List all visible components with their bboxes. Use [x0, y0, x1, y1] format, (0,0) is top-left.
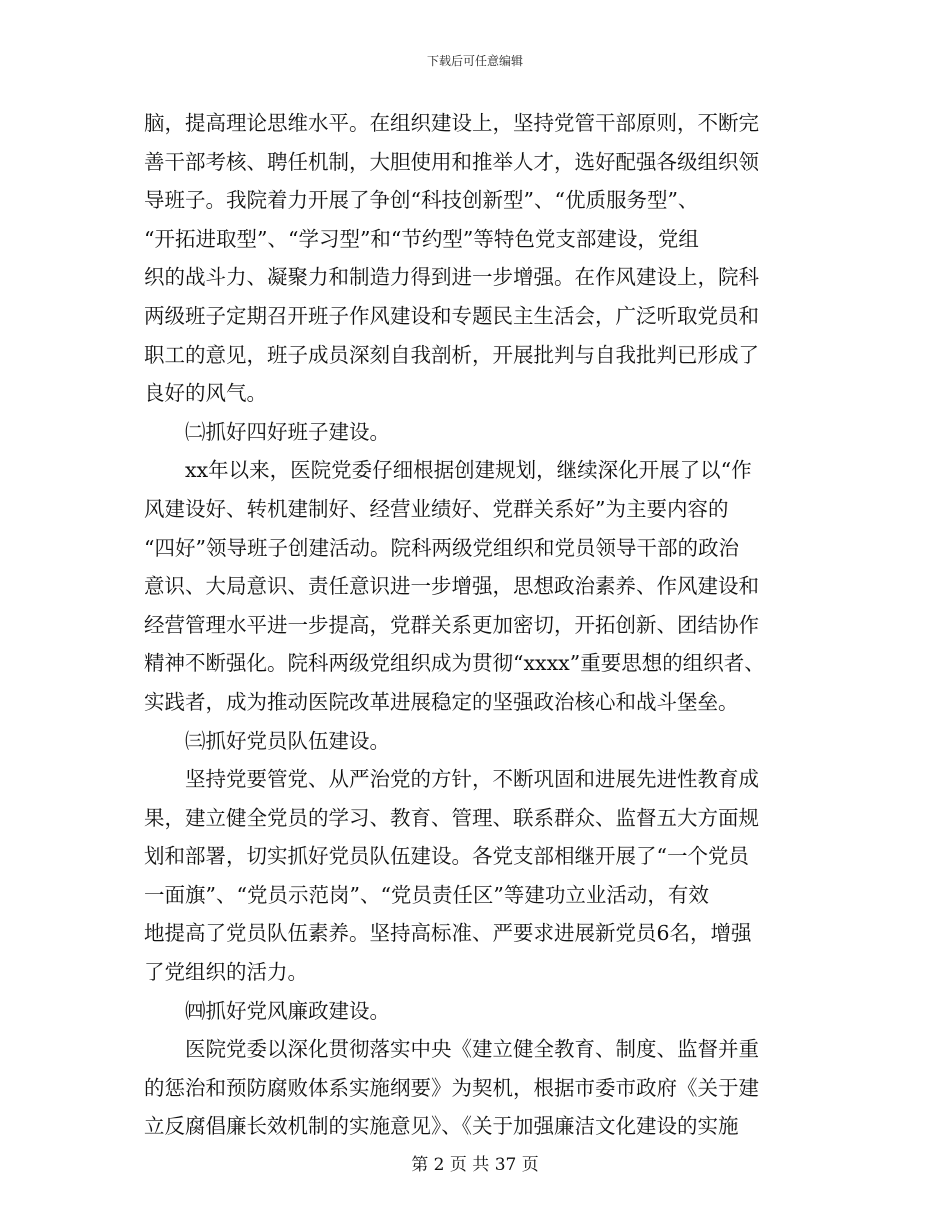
text-line: 职工的意见，班子成员深刻自我剖析，开展批判与自我批判已形成了: [144, 342, 759, 367]
document-body: [144, 104, 804, 1146]
text-line: 意识、大局意识、责任意识进一步增强，思想政治素养、作风建设和: [144, 574, 759, 599]
text-line: 了党组织的活力。: [144, 960, 308, 985]
text-line: 立反腐倡廉长效机制的实施意见》、《关于加强廉洁文化建设的实施: [144, 1114, 739, 1139]
text-line: 果，建立健全党员的学习、教育、管理、联系群众、监督五大方面规: [144, 805, 759, 830]
section-heading: ㈣抓好党风廉政建设。: [185, 998, 390, 1023]
text-line: 一面旗”、“党员示范岗”、“党员责任区”等建功立业活动，有效: [144, 882, 709, 907]
page-footer: 第 2 页 共 37 页: [411, 1155, 539, 1175]
text-line: 善干部考核、聘任机制，大胆使用和推举人才，选好配强各级组织领: [144, 149, 759, 174]
text-line: “开拓进取型”、“学习型”和“节约型”等特色党支部建设，党组: [144, 226, 699, 251]
paragraph-first-line: 医院党委以深化贯彻落实中央《建立健全教育、制度、监督并重: [185, 1037, 759, 1062]
text-line: 两级班子定期召开班子作风建设和专题民主生活会，广泛听取党员和: [144, 303, 759, 328]
text-line: “四好”领导班子创建活动。院科两级党组织和党员领导干部的政治: [144, 535, 739, 560]
text-line: 划和部署，切实抓好党员队伍建设。各党支部相继开展了“一个党员: [144, 844, 749, 869]
text-line: 经营管理水平进一步提高，党群关系更加密切，开拓创新、团结协作: [144, 612, 759, 637]
text-line: 精神不断强化。院科两级党组织成为贯彻“xxxx”重要思想的组织者、: [144, 651, 765, 676]
section-heading: ㈡抓好四好班子建设。: [185, 419, 390, 444]
paragraph-first-line: 坚持党要管党、从严治党的方针，不断巩固和进展先进性教育成: [185, 767, 759, 792]
paragraph-first-line: xx年以来，医院党委仔细根据创建规划，继续深化开展了以“作: [185, 458, 752, 483]
text-line: 实践者，成为推动医院改革进展稳定的坚强政治核心和战斗堡垒。: [144, 689, 739, 714]
text-line: 导班子。我院着力开展了争创“科技创新型”、“优质服务型”、: [144, 188, 699, 213]
text-line: 的惩治和预防腐败体系实施纲要》为契机，根据市委市政府《关于建: [144, 1075, 759, 1100]
section-heading: ㈢抓好党员队伍建设。: [185, 728, 390, 753]
text-line: 地提高了党员队伍素养。坚持高标准、严要求进展新党员6名，增强: [144, 921, 752, 946]
page-header: 下载后可任意编辑: [426, 54, 523, 68]
text-line: 良好的风气。: [144, 381, 267, 406]
text-line: 风建设好、转机建制好、经营业绩好、党群关系好”为主要内容的: [144, 496, 729, 521]
text-line: 脑，提高理论思维水平。在组织建设上，坚持党管干部原则，不断完: [144, 111, 759, 135]
text-line: 织的战斗力、凝聚力和制造力得到进一步增强。在作风建设上，院科: [144, 265, 759, 290]
